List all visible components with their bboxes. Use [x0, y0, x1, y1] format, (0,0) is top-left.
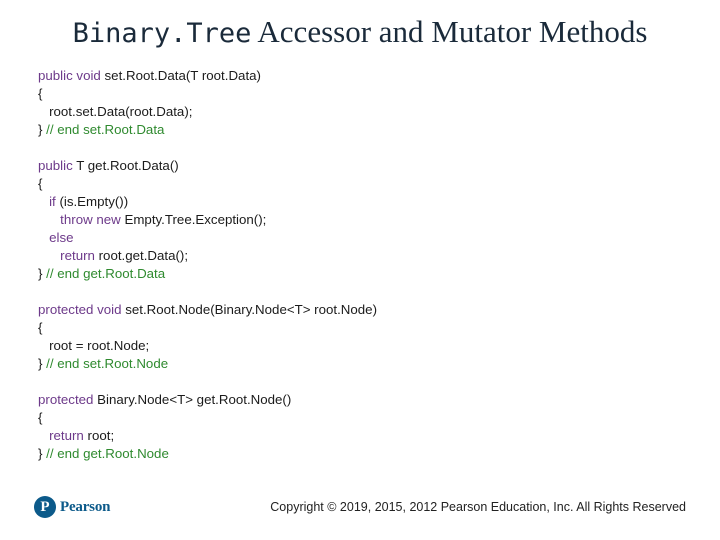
title-code-part: Binary.Tree	[72, 18, 252, 49]
code-text	[38, 248, 60, 263]
code-line	[38, 175, 377, 193]
code-line	[38, 409, 377, 427]
code-text: set.Root.Data(T root.Data)	[100, 68, 261, 83]
code-keyword: return	[60, 248, 95, 263]
code-block	[38, 301, 377, 373]
code-keyword: return	[49, 428, 84, 443]
code-text: root = root.Node;	[38, 338, 150, 353]
code-text: (is.Empty())	[55, 194, 129, 209]
code-text: {	[38, 320, 43, 335]
code-line	[38, 211, 377, 229]
code-keyword: protected void	[38, 302, 122, 317]
code-line	[38, 157, 377, 175]
code-text: }	[38, 356, 47, 371]
code-comment: // end set.Root.Node	[46, 356, 169, 371]
code-line	[38, 121, 377, 139]
code-line	[38, 265, 377, 283]
code-text: }	[38, 122, 47, 137]
code-block-gap	[38, 139, 377, 157]
code-text: {	[38, 86, 43, 101]
copyright-notice: Copyright © 2019, 2015, 2012 Pearson Education, Inc. All Rights Reserved	[270, 500, 686, 514]
code-text: T get.Root.Data()	[72, 158, 179, 173]
code-text: set.Root.Node(Binary.Node<T> root.Node)	[121, 302, 378, 317]
code-comment: // end get.Root.Data	[46, 266, 166, 281]
code-line	[38, 337, 377, 355]
footer	[0, 490, 720, 540]
code-line	[38, 445, 377, 463]
code-text	[38, 194, 49, 209]
code-listing	[38, 67, 377, 463]
code-text: Empty.Tree.Exception();	[120, 212, 267, 227]
code-block	[38, 157, 377, 283]
code-text: Binary.Node<T> get.Root.Node()	[93, 392, 292, 407]
code-comment: // end get.Root.Node	[46, 446, 169, 461]
code-keyword: throw new	[60, 212, 121, 227]
code-line	[38, 193, 377, 211]
code-line	[38, 391, 377, 409]
code-keyword: public void	[38, 68, 101, 83]
code-line	[38, 301, 377, 319]
code-text: root.get.Data();	[94, 248, 189, 263]
code-line	[38, 247, 377, 265]
code-comment: // end set.Root.Data	[46, 122, 165, 137]
code-text: root.set.Data(root.Data);	[38, 104, 193, 119]
code-line	[38, 229, 377, 247]
code-line	[38, 85, 377, 103]
code-block	[38, 391, 377, 463]
code-text: root;	[83, 428, 115, 443]
code-text: {	[38, 410, 43, 425]
code-block-gap	[38, 283, 377, 301]
code-text: }	[38, 266, 47, 281]
code-line	[38, 103, 377, 121]
title-text-part: Accessor and Mutator Methods	[251, 14, 648, 49]
code-keyword: if	[49, 194, 56, 209]
code-text: {	[38, 176, 43, 191]
code-keyword: public	[38, 158, 73, 173]
code-line	[38, 355, 377, 373]
code-line	[38, 319, 377, 337]
code-line	[38, 67, 377, 85]
code-text	[38, 212, 60, 227]
code-keyword: protected	[38, 392, 94, 407]
slide-title	[0, 14, 720, 50]
pearson-logo-icon: P	[34, 496, 56, 518]
code-line	[38, 427, 377, 445]
code-block	[38, 67, 377, 139]
code-text: }	[38, 446, 47, 461]
pearson-logo	[34, 496, 110, 518]
code-text	[38, 428, 49, 443]
code-keyword: else	[49, 230, 74, 245]
code-text	[38, 230, 49, 245]
pearson-logo-text: Pearson	[60, 498, 111, 515]
code-block-gap	[38, 373, 377, 391]
